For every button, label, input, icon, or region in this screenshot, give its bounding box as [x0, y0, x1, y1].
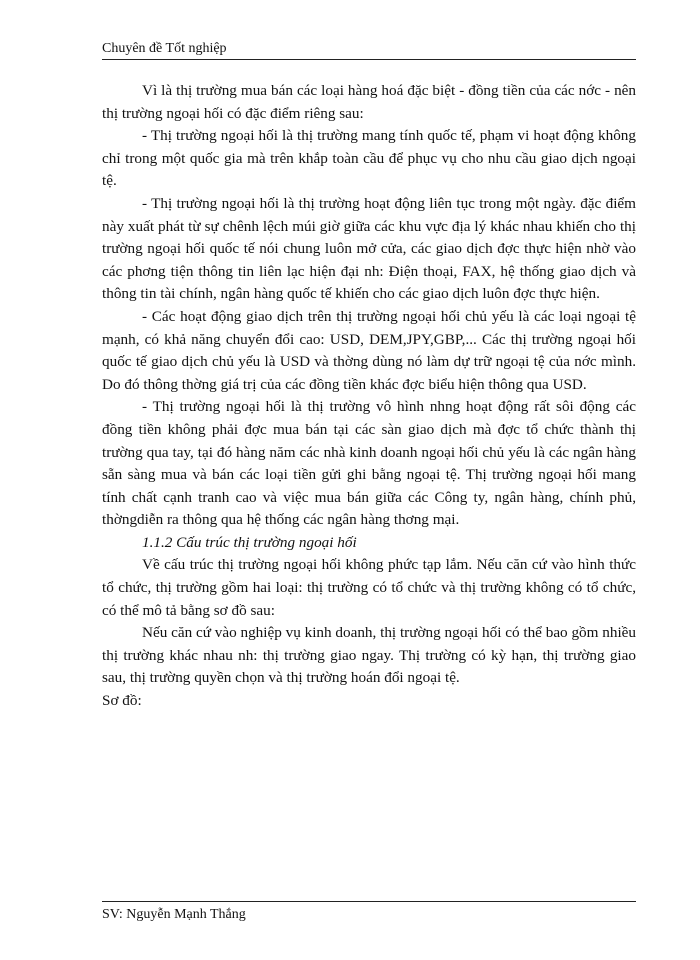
document-body [102, 80, 636, 713]
paragraph-feature-international: - Thị trường ngoại hối là thị trường mang tính quốc tế, phạm vi hoạt động không chỉ trong một quốc gia mà trên khắp toàn cầu để phục vụ cho nhu cầu giao dịch ngoại tệ. [102, 127, 636, 190]
section-subheading: 1.1.2 Cấu trúc thị trường ngoại hối [142, 533, 357, 551]
paragraph-business-types: Nếu căn cứ vào nghiệp vụ kinh doanh, thị trường ngoại hối có thể bao gồm nhiều thị trường khác nhau nh: thị trường giao ngay. Thị trường có kỳ hạn, thị trường giao sau, thị trường quyền chọn và thị trường hoán đổi ngoại tệ. [102, 624, 636, 687]
paragraph-structure: Về cấu trúc thị trường ngoại hối không phức tạp lắm. Nếu căn cứ vào hình thức tổ chức, thị trường gồm hai loại: thị trường có tổ chức và thị trường không có tổ chức, có thể mô tả bằng sơ đồ sau: [102, 556, 636, 619]
page-header: Chuyên đề Tốt nghiệp [102, 40, 636, 60]
paragraph-intro: Vì là thị trường mua bán các loại hàng hoá đặc biệt - đồng tiền của các nớc - nên thị trường ngoại hối có đặc điểm riêng sau: [102, 82, 636, 122]
paragraph-feature-continuous: - Thị trường ngoại hối là thị trường hoạt động liên tục trong một ngày. đặc điểm này xuất phát từ sự chênh lệch múi giờ giữa các khu vực địa lý khác nhau khiến cho thị trường ngoại hối quốc tế nói chung luôn mở cửa, các giao dịch đợc thực hiện nhờ vào các phơng tiện thông tin liên lạc hiện đại nh: Điện thoại, FAX, hệ thống giao dịch và thông tin tài chính, ngân hàng quốc tế khiến cho các giao dịch luôn đợc thực hiện. [102, 194, 636, 303]
paragraph-feature-intangible: - Thị trường ngoại hối là thị trường vô hình nhng hoạt động rất sôi động các đồng tiền không phải đợc mua bán tại các sàn giao dịch mà đợc tổ chức thành thị trường qua tay, tại đó hàng năm các nhà kinh doanh ngoại hối chủ yếu là các ngân hàng sẵn sàng mua và bán các loại tiền gửi ghi bằng ngoại tệ. Thị trường ngoại hối mang tính chất cạnh tranh cao và việc mua bán giữa các Công ty, ngân hàng, chính phủ, thờngdiễn ra thông qua hệ thống các ngân hàng thơng mại. [102, 398, 636, 529]
diagram-label: Sơ đồ: [102, 692, 142, 710]
page-footer: SV: Nguyễn Mạnh Thắng [102, 901, 636, 924]
paragraph-feature-currencies: - Các hoạt động giao dịch trên thị trường ngoại hối chủ yếu là các loại ngoại tệ mạnh, có khả năng chuyển đổi cao: USD, DEM,JPY,GBP,... Các thị trường ngoại hối quốc tế giao dịch chủ yếu là USD và thờng dùng nó làm dự trữ ngoại tệ của nớc mình. Do đó thông thờng giá trị của các đồng tiền khác đợc biểu hiện thông qua USD. [102, 307, 636, 393]
